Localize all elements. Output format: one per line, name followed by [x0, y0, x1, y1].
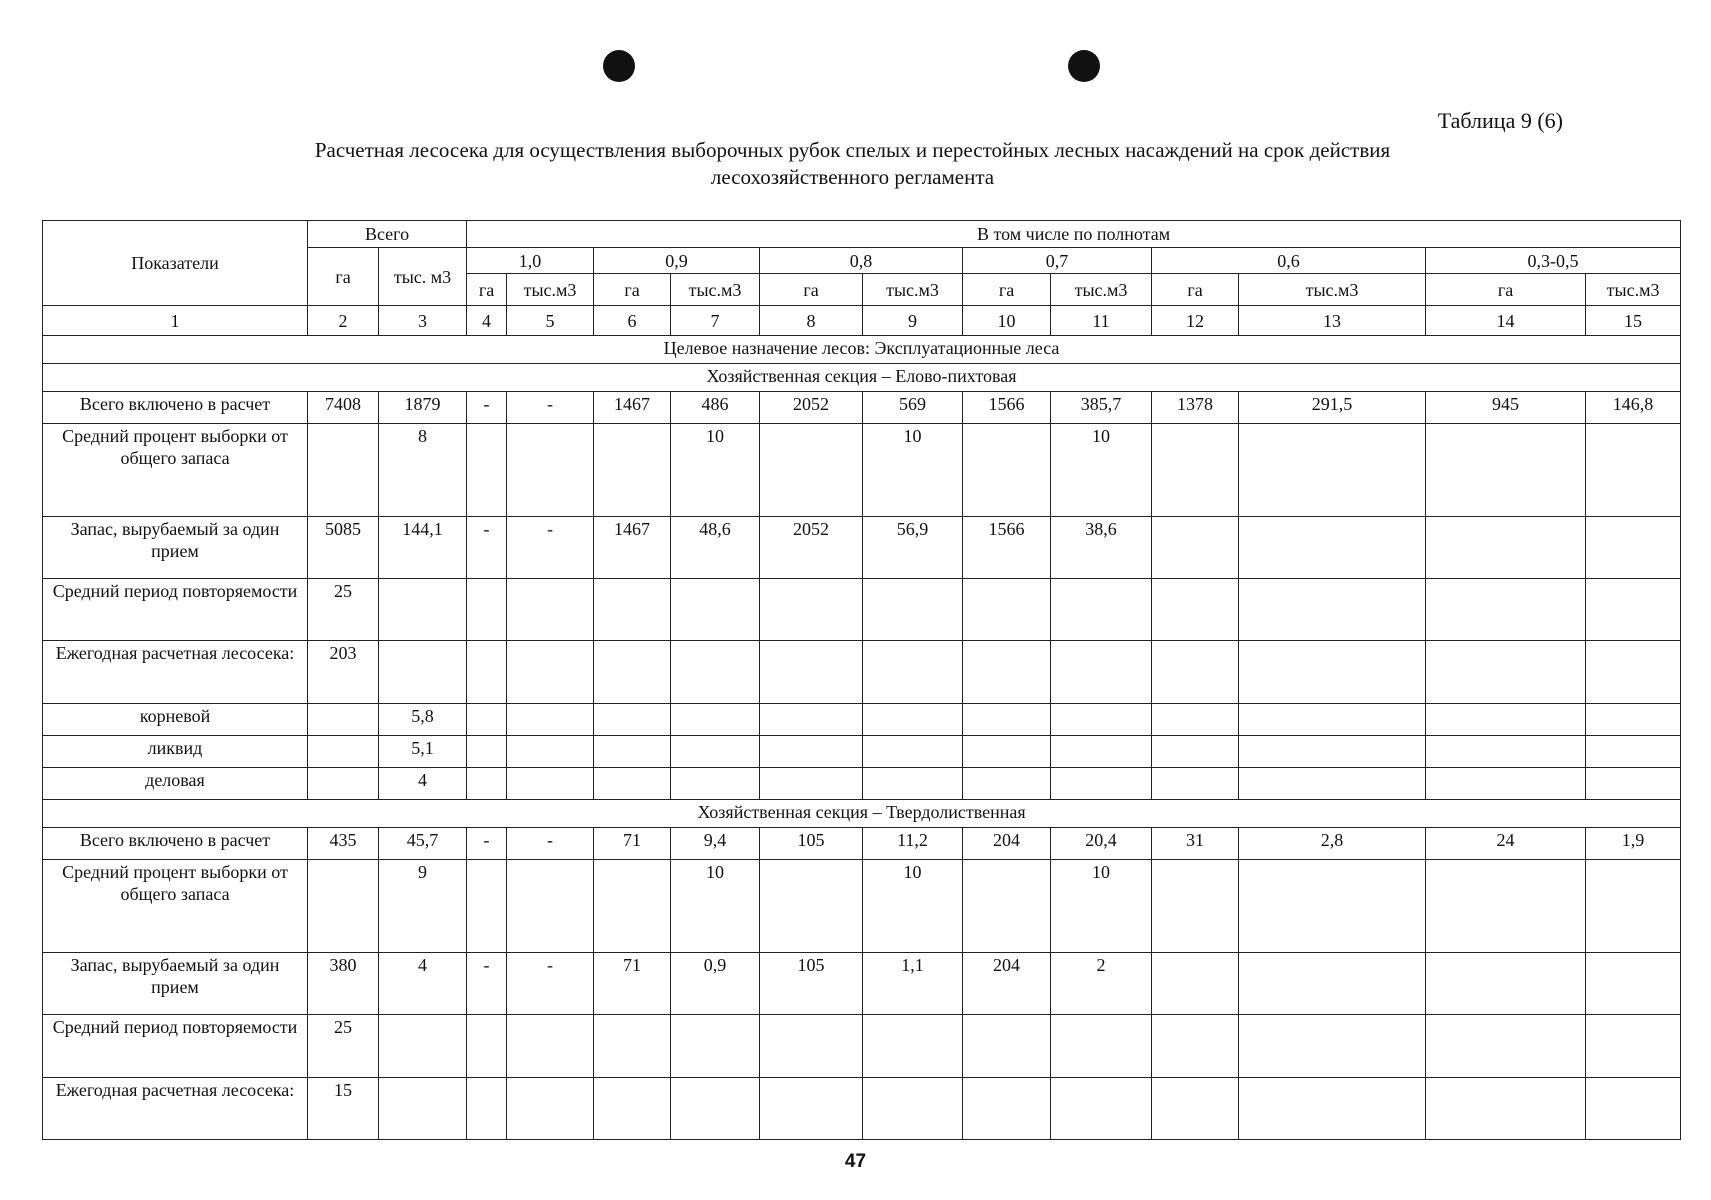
table-row	[43, 1015, 1681, 1077]
table-cell	[760, 768, 863, 800]
table-cell: 38,6	[1051, 516, 1152, 578]
table-cell	[594, 860, 671, 952]
table-cell: 1566	[963, 391, 1051, 423]
table-cell: 10	[1051, 424, 1152, 516]
table-cell: 105	[760, 952, 863, 1014]
table-cell	[1239, 860, 1426, 952]
document-title	[120, 137, 1585, 191]
table-cell	[671, 578, 760, 640]
header-unit-volume: тыс.м3	[507, 274, 594, 306]
table-row	[43, 768, 1681, 800]
table-cell: 4	[379, 952, 467, 1014]
table-cell: 5,8	[379, 703, 467, 735]
table-cell	[467, 735, 507, 767]
row-label: Средний процент выборки от общего запаса	[43, 424, 308, 516]
table-cell: 105	[760, 828, 863, 860]
table-cell: 20,4	[1051, 828, 1152, 860]
table-cell	[671, 1015, 760, 1077]
table-cell	[1239, 1015, 1426, 1077]
table-row	[43, 641, 1681, 703]
table-cell	[507, 860, 594, 952]
document-title-line-1: Расчетная лесосека для осуществления выборочных рубок спелых и перестойных лесных насаждений на срок действия	[314, 138, 1391, 162]
table-cell	[1586, 516, 1681, 578]
table-cell: -	[467, 952, 507, 1014]
column-number: 12	[1152, 306, 1239, 336]
table-cell: 5,1	[379, 735, 467, 767]
table-cell	[594, 1015, 671, 1077]
table-cell: 1,9	[1586, 828, 1681, 860]
forest-purpose-row: Целевое назначение лесов: Эксплуатационные леса	[43, 336, 1681, 364]
header-unit-volume: тыс.м3	[1586, 274, 1681, 306]
section-title-row: Хозяйственная секция – Елово-пихтовая	[43, 363, 1681, 391]
table-cell: 56,9	[863, 516, 963, 578]
table-cell	[1586, 735, 1681, 767]
table-cell	[1239, 703, 1426, 735]
table-cell	[863, 768, 963, 800]
table-cell	[467, 641, 507, 703]
table-cell	[760, 860, 863, 952]
table-cell	[963, 703, 1051, 735]
table-cell: 1467	[594, 516, 671, 578]
column-number: 1	[43, 306, 308, 336]
table-cell	[467, 703, 507, 735]
punch-hole-left	[603, 50, 635, 82]
table-cell: 71	[594, 828, 671, 860]
column-number: 4	[467, 306, 507, 336]
header-unit-volume: тыс.м3	[863, 274, 963, 306]
table-cell	[1586, 1015, 1681, 1077]
header-total-volume: тыс. м3	[379, 248, 467, 306]
table-cell	[507, 1077, 594, 1140]
table-cell: -	[467, 828, 507, 860]
table-cell	[1586, 578, 1681, 640]
table-cell	[671, 735, 760, 767]
table-cell	[963, 1077, 1051, 1140]
table-cell	[1152, 860, 1239, 952]
table-cell: 1879	[379, 391, 467, 423]
table-cell	[863, 1015, 963, 1077]
table-cell	[467, 578, 507, 640]
allowable-cut-table	[42, 220, 1681, 1140]
table-cell	[1051, 641, 1152, 703]
header-density: 0,3-0,5	[1426, 248, 1681, 274]
column-number: 13	[1239, 306, 1426, 336]
column-number: 9	[863, 306, 963, 336]
table-cell	[671, 703, 760, 735]
table-cell: 8	[379, 424, 467, 516]
table-cell: 2	[1051, 952, 1152, 1014]
table-cell: 11,2	[863, 828, 963, 860]
table-row	[43, 516, 1681, 578]
table-cell	[760, 641, 863, 703]
table-cell: 144,1	[379, 516, 467, 578]
header-unit-volume: тыс.м3	[671, 274, 760, 306]
table-number: Таблица 9 (6)	[1437, 108, 1563, 133]
table-cell	[507, 424, 594, 516]
table-cell	[1426, 768, 1586, 800]
table-cell: 146,8	[1586, 391, 1681, 423]
table-cell	[1426, 424, 1586, 516]
table-cell	[760, 1077, 863, 1140]
table-cell	[863, 1077, 963, 1140]
table-cell	[1152, 1077, 1239, 1140]
table-cell	[1152, 578, 1239, 640]
table-cell: 71	[594, 952, 671, 1014]
row-label: корневой	[43, 703, 308, 735]
table-cell	[308, 703, 379, 735]
table-cell	[308, 860, 379, 952]
table-cell	[1152, 1015, 1239, 1077]
table-cell: 10	[1051, 860, 1152, 952]
table-cell	[1239, 735, 1426, 767]
table-cell: 25	[308, 1015, 379, 1077]
table-cell	[963, 1015, 1051, 1077]
row-label: ликвид	[43, 735, 308, 767]
table-cell	[963, 424, 1051, 516]
column-number: 6	[594, 306, 671, 336]
column-number: 15	[1586, 306, 1681, 336]
table-cell	[1239, 424, 1426, 516]
table-cell: 10	[671, 424, 760, 516]
table-cell	[379, 641, 467, 703]
header-unit-volume: тыс.м3	[1239, 274, 1426, 306]
table-cell: 7408	[308, 391, 379, 423]
table-cell	[1239, 952, 1426, 1014]
table-cell: 48,6	[671, 516, 760, 578]
table-row	[43, 424, 1681, 516]
table-cell	[671, 641, 760, 703]
table-cell: 0,9	[671, 952, 760, 1014]
row-label: Средний период повторяемости	[43, 1015, 308, 1077]
table-cell	[671, 1077, 760, 1140]
column-number: 3	[379, 306, 467, 336]
table-cell: 2052	[760, 516, 863, 578]
table-cell	[1426, 1077, 1586, 1140]
table-cell: 204	[963, 952, 1051, 1014]
table-cell: 385,7	[1051, 391, 1152, 423]
table-cell	[507, 768, 594, 800]
table-cell	[379, 1077, 467, 1140]
header-unit-ha: га	[1152, 274, 1239, 306]
table-cell	[467, 1015, 507, 1077]
table-cell: -	[507, 952, 594, 1014]
table-cell	[594, 735, 671, 767]
table-cell: 24	[1426, 828, 1586, 860]
table-cell: 1566	[963, 516, 1051, 578]
header-unit-ha: га	[760, 274, 863, 306]
table-cell	[379, 1015, 467, 1077]
table-cell	[863, 735, 963, 767]
table-cell	[863, 578, 963, 640]
table-cell	[1051, 703, 1152, 735]
table-row	[43, 735, 1681, 767]
header-unit-ha: га	[1426, 274, 1586, 306]
table-cell	[1426, 952, 1586, 1014]
table-cell: 435	[308, 828, 379, 860]
column-number: 10	[963, 306, 1051, 336]
table-cell	[1152, 768, 1239, 800]
column-number: 11	[1051, 306, 1152, 336]
table-cell	[1152, 703, 1239, 735]
table-cell	[1152, 516, 1239, 578]
table-cell: -	[507, 828, 594, 860]
column-number: 7	[671, 306, 760, 336]
table-cell	[1426, 703, 1586, 735]
header-unit-ha: га	[467, 274, 507, 306]
table-cell	[1426, 860, 1586, 952]
table-cell: 31	[1152, 828, 1239, 860]
row-label: Ежегодная расчетная лесосека:	[43, 641, 308, 703]
table-cell: 204	[963, 828, 1051, 860]
table-cell	[1239, 1077, 1426, 1140]
table-cell	[1586, 768, 1681, 800]
table-cell: -	[507, 391, 594, 423]
table-row	[43, 578, 1681, 640]
table-cell	[594, 424, 671, 516]
table-cell	[308, 768, 379, 800]
column-number: 14	[1426, 306, 1586, 336]
header-density: 0,9	[594, 248, 760, 274]
header-unit-volume: тыс.м3	[1051, 274, 1152, 306]
table-cell	[507, 578, 594, 640]
table-cell: 10	[863, 424, 963, 516]
table-cell: 1,1	[863, 952, 963, 1014]
table-cell	[379, 578, 467, 640]
header-density: 0,7	[963, 248, 1152, 274]
table-cell	[467, 860, 507, 952]
table-cell	[1051, 1077, 1152, 1140]
table-cell: -	[507, 516, 594, 578]
table-cell	[1152, 952, 1239, 1014]
table-row	[43, 1077, 1681, 1140]
header-density: 0,8	[760, 248, 963, 274]
table-cell	[1586, 952, 1681, 1014]
table-cell: -	[467, 516, 507, 578]
table-row	[43, 703, 1681, 735]
table-cell	[594, 578, 671, 640]
table-cell	[1051, 735, 1152, 767]
table-cell	[1239, 768, 1426, 800]
table-cell	[594, 768, 671, 800]
header-density: 1,0	[467, 248, 594, 274]
table-cell: 291,5	[1239, 391, 1426, 423]
header-including-by-density: В том числе по полнотам	[467, 221, 1681, 248]
table-cell: 10	[671, 860, 760, 952]
table-cell	[1152, 641, 1239, 703]
row-label: деловая	[43, 768, 308, 800]
section-title-row: Хозяйственная секция – Твердолиственная	[43, 800, 1681, 828]
table-cell	[1239, 641, 1426, 703]
table-cell	[1426, 516, 1586, 578]
table-cell	[507, 641, 594, 703]
table-cell: 486	[671, 391, 760, 423]
table-cell	[760, 578, 863, 640]
table-cell	[467, 768, 507, 800]
table-cell	[1586, 424, 1681, 516]
table-cell	[1152, 735, 1239, 767]
table-cell	[963, 735, 1051, 767]
header-total: Всего	[308, 221, 467, 248]
table-cell	[760, 703, 863, 735]
table-cell	[671, 768, 760, 800]
table-cell	[1426, 641, 1586, 703]
table-row	[43, 860, 1681, 952]
table-cell	[594, 1077, 671, 1140]
table-cell	[863, 703, 963, 735]
table-cell	[1239, 578, 1426, 640]
row-label: Средний период повторяемости	[43, 578, 308, 640]
row-label: Ежегодная расчетная лесосека:	[43, 1077, 308, 1140]
table-cell	[1239, 516, 1426, 578]
table-cell: 380	[308, 952, 379, 1014]
row-label: Запас, вырубаемый за один прием	[43, 516, 308, 578]
table-cell: 9	[379, 860, 467, 952]
table-row	[43, 952, 1681, 1014]
table-cell	[1586, 703, 1681, 735]
table-cell: 1467	[594, 391, 671, 423]
table-cell	[594, 641, 671, 703]
table-cell	[963, 641, 1051, 703]
table-cell	[467, 1077, 507, 1140]
table-cell: 2,8	[1239, 828, 1426, 860]
table-cell: -	[467, 391, 507, 423]
row-label: Запас, вырубаемый за один прием	[43, 952, 308, 1014]
table-cell	[1426, 1015, 1586, 1077]
page-number: 47	[844, 1151, 867, 1172]
row-label: Всего включено в расчет	[43, 828, 308, 860]
table-cell: 203	[308, 641, 379, 703]
table-cell	[467, 424, 507, 516]
table-cell	[308, 424, 379, 516]
table-cell	[1586, 860, 1681, 952]
column-number: 2	[308, 306, 379, 336]
table-cell	[594, 703, 671, 735]
header-density: 0,6	[1152, 248, 1426, 274]
table-cell: 1378	[1152, 391, 1239, 423]
header-total-ha: га	[308, 248, 379, 306]
table-cell	[963, 768, 1051, 800]
punch-hole-right	[1068, 50, 1100, 82]
table-cell: 2052	[760, 391, 863, 423]
document-title-line-2: лесохозяйственного регламента	[710, 165, 995, 189]
table-cell	[1586, 641, 1681, 703]
header-unit-ha: га	[594, 274, 671, 306]
table-cell	[308, 735, 379, 767]
table-cell	[1051, 1015, 1152, 1077]
table-cell	[760, 735, 863, 767]
table-cell: 9,4	[671, 828, 760, 860]
table-cell: 4	[379, 768, 467, 800]
table-cell	[1152, 424, 1239, 516]
table-row	[43, 828, 1681, 860]
table-cell	[1051, 768, 1152, 800]
table-cell: 45,7	[379, 828, 467, 860]
table-cell	[507, 703, 594, 735]
table-cell	[760, 1015, 863, 1077]
table-cell: 15	[308, 1077, 379, 1140]
column-number: 8	[760, 306, 863, 336]
table-row	[43, 391, 1681, 423]
column-number: 5	[507, 306, 594, 336]
header-indicators: Показатели	[43, 221, 308, 306]
table-cell	[760, 424, 863, 516]
table-cell	[507, 735, 594, 767]
row-label: Всего включено в расчет	[43, 391, 308, 423]
table-cell: 10	[863, 860, 963, 952]
table-cell	[1426, 578, 1586, 640]
table-cell	[1426, 735, 1586, 767]
table-cell: 5085	[308, 516, 379, 578]
table-cell	[1051, 578, 1152, 640]
table-cell: 569	[863, 391, 963, 423]
header-unit-ha: га	[963, 274, 1051, 306]
row-label: Средний процент выборки от общего запаса	[43, 860, 308, 952]
table-cell	[507, 1015, 594, 1077]
table-cell	[1586, 1077, 1681, 1140]
table-cell	[963, 578, 1051, 640]
table-cell: 25	[308, 578, 379, 640]
table-cell: 945	[1426, 391, 1586, 423]
table-cell	[863, 641, 963, 703]
table-cell	[963, 860, 1051, 952]
